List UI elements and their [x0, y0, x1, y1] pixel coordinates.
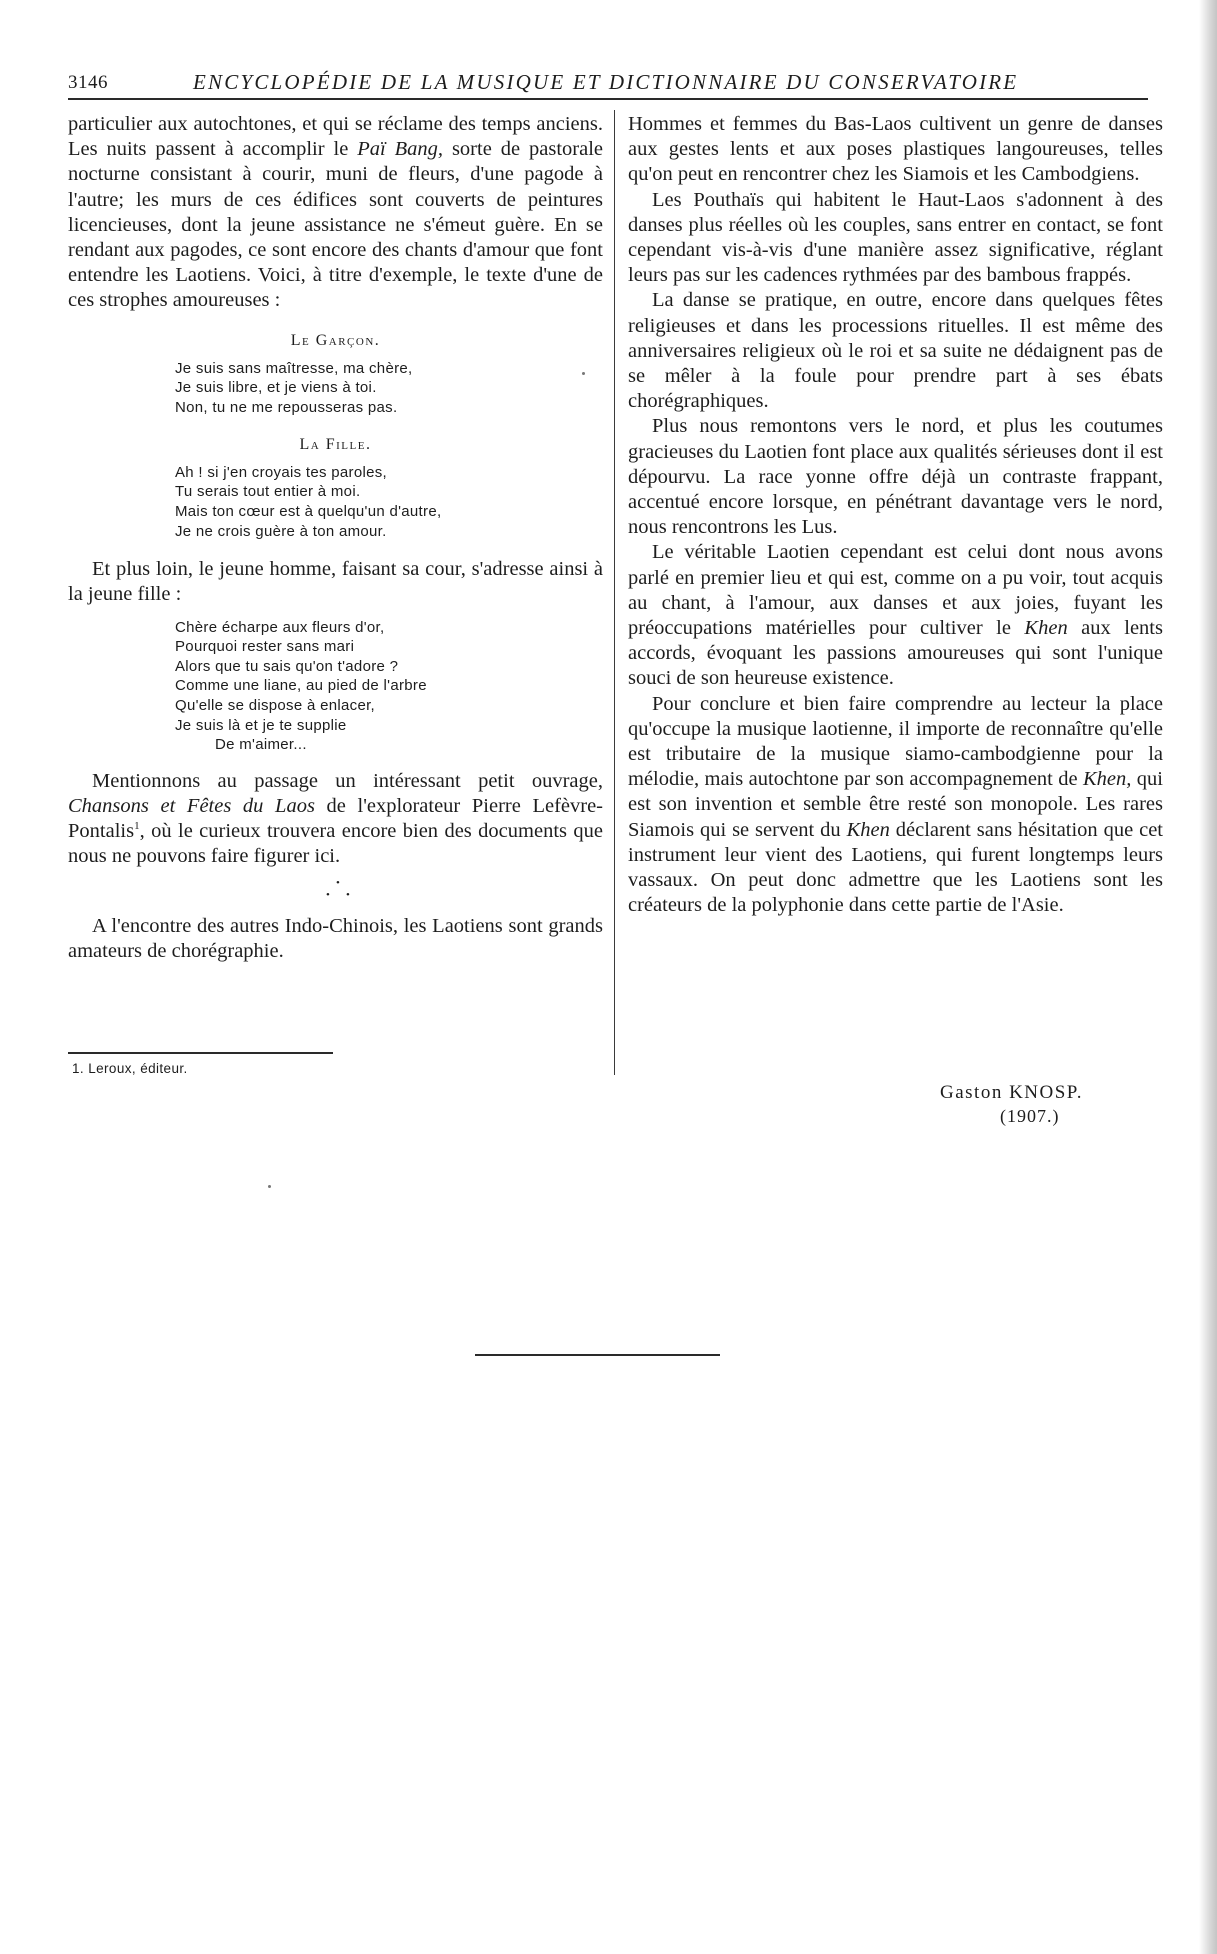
- author-signature: Gaston KNOSP.: [940, 1082, 1084, 1103]
- header-rule: [68, 98, 1148, 100]
- paragraph-bas-laos: Hommes et femmes du Bas-Laos cultivent un genre de danses aux gestes lents et aux poses plastiques langoureuses, telles qu'on peut en rencontrer chez les Siamois et les Cambodgiens.: [628, 113, 1163, 186]
- print-speck: [268, 1185, 271, 1188]
- verse-line: Tu serais tout entier à moi.: [175, 483, 361, 501]
- verse-line: Qu'elle se dispose à enlacer,: [175, 696, 376, 714]
- column-separator: [614, 110, 615, 1075]
- running-title: ENCYCLOPÉDIE DE LA MUSIQUE ET DICTIONNAIRE DU CONSERVATOIRE: [193, 70, 1019, 94]
- verse-line: Pourquoi rester sans mari: [175, 638, 355, 656]
- term-khen: Khen: [846, 818, 890, 841]
- stanza-echarpe: [175, 618, 603, 755]
- verse-line: Non, tu ne me repousseras pas.: [175, 399, 398, 417]
- right-column: [628, 112, 1163, 919]
- asterism-star: •: [336, 876, 340, 889]
- title-chansons-et-fetes: Chansons et Fêtes du Laos: [68, 794, 315, 817]
- title-pai-bang: Paï Bang,: [357, 138, 444, 161]
- paragraph-pouthais: Les Pouthaïs qui habitent le Haut-Laos s'adonnent à des danses plus réelles où les couples, sans entrer en contact, se font cependant vis-à-vis d'une manière assez significative, réglant leurs pas sur les cadences rythmées par des bambous frappés.: [628, 188, 1163, 287]
- page-number: 3146: [68, 72, 108, 93]
- stanza-la-fille: [175, 463, 603, 541]
- verse-line: Comme une liane, au pied de l'arbre: [175, 677, 427, 695]
- speaker-le-garcon: Le Garçon.: [290, 331, 381, 349]
- verse-line: Ah ! si j'en croyais tes paroles,: [175, 463, 388, 481]
- paragraph-plus-loin: Et plus loin, le jeune homme, faisant sa cour, s'adresse ainsi à la jeune fille :: [68, 558, 603, 606]
- speaker-la-fille: La Fille.: [299, 435, 372, 453]
- paragraph-mentionnons: Mentionnons au passage un intéressant petit ouvrage, Chansons et Fêtes du Laos de l'explorateur Pierre Lefèvre-Pontalis$^1$, où le curieux trouvera encore bien des documents que nous ne pouvons faire figurer ici.: [68, 769, 603, 868]
- footnote: 1. Leroux, éditeur.: [72, 1061, 188, 1076]
- signature-date: (1907.): [1000, 1106, 1060, 1126]
- verse-line: Je ne crois guère à ton amour.: [175, 522, 387, 540]
- verse-line: Je suis sans maîtresse, ma chère,: [175, 359, 413, 377]
- page-header: [68, 70, 1148, 100]
- verse-line: Mais ton cœur est à quelqu'un d'autre,: [175, 503, 442, 520]
- footnote-mark[interactable]: 1: [134, 820, 140, 833]
- paragraph-nord: Plus nous remontons vers le nord, et plus les coutumes gracieuses du Laotien font place aux qualités sérieuses dont il est dépourvu. La race yonne offre déjà un contraste frappant, accentué encore lorsque, en pénétrant davantage vers le nord, nous rencontrons les Lus.: [628, 415, 1163, 539]
- term-khen: Khen: [1024, 617, 1068, 640]
- left-column: [68, 112, 603, 964]
- paragraph-choregraphie: A l'encontre des autres Indo-Chinois, les Laotiens sont grands amateurs de chorégraphie.: [68, 914, 603, 962]
- verse-line: De m'aimer...: [215, 736, 307, 754]
- paragraph-danse-fetes: La danse se pratique, en outre, encore dans quelques fêtes religieuses et dans les processions rituelles. Il est même des anniversaires religieux où le roi et sa suite ne dédaignent pas de se mêler à la foule pour prendre part à ses ébats chorégraphiques.: [628, 289, 1163, 413]
- verse-line: Je suis libre, et je viens à toi.: [175, 379, 377, 397]
- verse-line: Chère écharpe aux fleurs d'or,: [175, 618, 385, 636]
- paragraph-veritable-laotien: Le véritable Laotien cependant est celui dont nous avons parlé en premier lieu et qui est, comme on a pu voir, tout acquis au chant, à l'amour, aux danses et aux joies, fuyant les préoccupations matérielles pour cultiver le Khen aux lents accords, évoquant les passions amoureuses qui sont l'unique souci de son heureuse existence.: [628, 541, 1163, 690]
- page-edge-shadow: [1199, 0, 1217, 1954]
- verse-line: Je suis là et je te supplie: [175, 716, 347, 734]
- end-rule: [475, 1354, 720, 1356]
- stanza-le-garcon: [175, 359, 603, 418]
- section-break: [68, 870, 603, 914]
- term-khen: Khen,: [1083, 768, 1132, 791]
- asterism-star: •: [326, 888, 330, 901]
- asterism-star: •: [346, 888, 350, 901]
- verse-line: Alors que tu sais qu'on t'adore ?: [175, 657, 399, 675]
- paragraph-pai-bang: particulier aux autochtones, et qui se réclame des temps anciens. Les nuits passent à accomplir le Paï Bang, sorte de pastorale nocturne consistant à courir, muni de fleurs, d'une pagode à l'autre; les murs de ces édifices sont couverts de peintures licencieuses, dont la jeune assistance ne s'émeut guère. En se rendant aux pagodes, ce sont encore des chants d'amour que font entendre les Laotiens. Voici, à titre d'exemple, le texte d'une de ces strophes amoureuses :: [68, 113, 603, 312]
- print-speck: [582, 372, 585, 375]
- footnote-rule: [68, 1052, 333, 1054]
- paragraph-conclusion: Pour conclure et bien faire comprendre au lecteur la place qu'occupe la musique laotienne, il importe de reconnaître qu'elle est tributaire de la musique siamo-cambodgienne pour la mélodie, mais autochtone par son accompagnement de Khen, qui est son invention et semble être resté son monopole. Les rares Siamois qui se servent du Khen déclarent sans hésitation que cet instrument leur vient des Laotiens, qui furent longtemps leurs vassaux. On peut donc admettre que les Laotiens sont les créateurs de la polyphonie dans cette partie de l'Asie.: [628, 692, 1163, 917]
